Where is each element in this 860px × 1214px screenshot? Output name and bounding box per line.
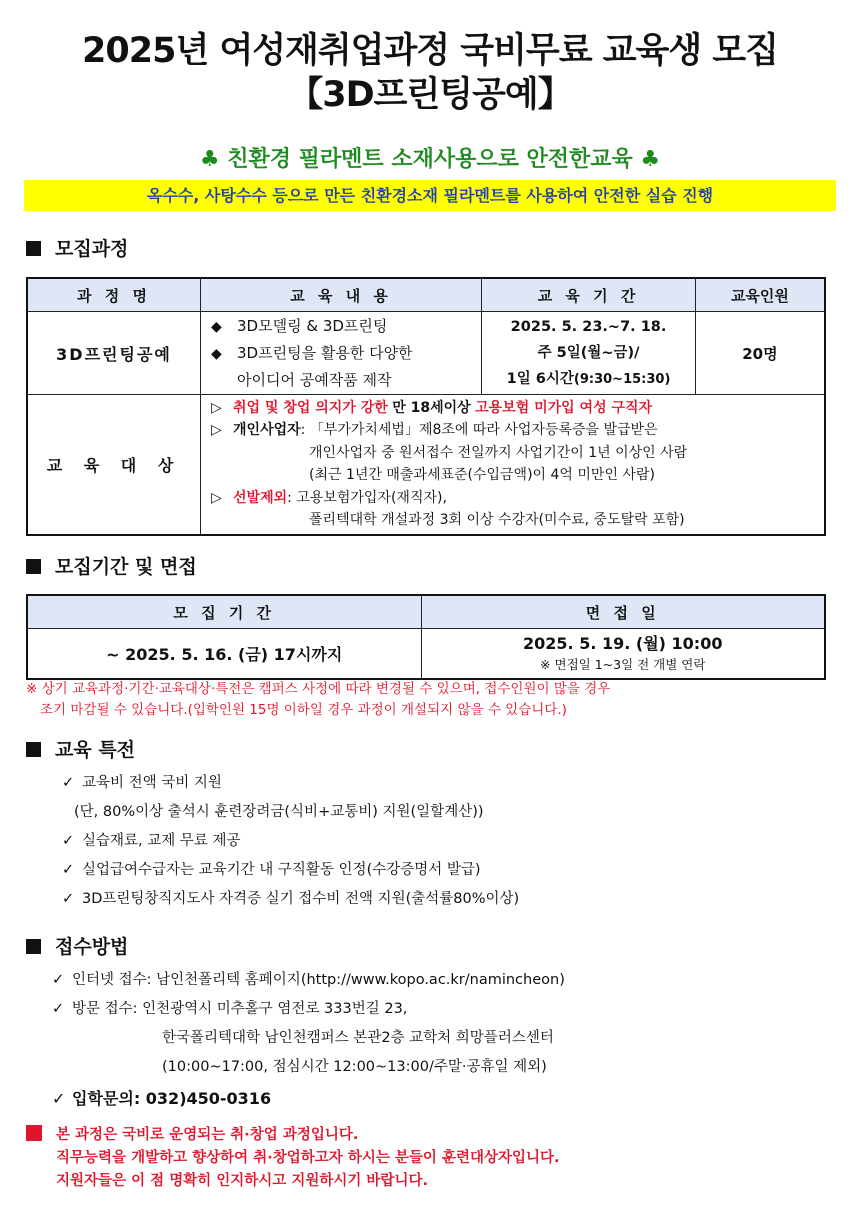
section-title-course: 모집과정 — [26, 236, 128, 262]
course-name: 3D프린팅공예 — [27, 312, 201, 395]
check-icon: ✓ — [62, 833, 75, 849]
list-item-sub: (10:00~17:00, 점심시간 12:00~13:00/주말·공휴일 제외) — [162, 1059, 547, 1075]
table-header: 면 접 일 — [421, 595, 825, 629]
square-bullet-icon — [26, 742, 41, 757]
table-row — [27, 629, 825, 679]
check-icon: ✓ — [52, 1001, 65, 1017]
section-title-period: 모집기간 및 면접 — [26, 554, 197, 580]
interview-date: 2025. 5. 19. (월) 10:00 — [523, 634, 723, 654]
page-subtitle: 【3D프린팅공예】 — [288, 75, 572, 115]
period-table — [26, 594, 826, 680]
table-header-row — [27, 595, 825, 629]
course-period: 2025. 5. 23.~7. 18. 주 5일(월~금)/ 1일 6시간(9:30~15:30) — [482, 312, 696, 395]
table-row — [27, 395, 825, 535]
table-header: 교 육 기 간 — [482, 278, 696, 312]
square-bullet-icon — [26, 241, 41, 256]
list-item-sub: (단, 80%이상 출석시 훈련장려금(식비+교통비) 지원(일할계산)) — [74, 804, 484, 820]
table-header: 교 육 내 용 — [201, 278, 482, 312]
contact-phone: 입학문의: 032)450-0316 — [72, 1089, 272, 1108]
list-item: ✓ 3D프린팅창직지도사 자격증 실기 접수비 전액 지원(출석률80%이상) — [62, 885, 519, 914]
square-bullet-icon — [26, 559, 41, 574]
check-icon: ✓ — [62, 862, 75, 878]
eco-heading: ♣ 친환경 필라멘트 소재사용으로 안전한교육 ♣ — [199, 147, 661, 172]
eco-banner: 옥수수, 사탕수수 등으로 만든 친환경소재 필라멘트를 사용하여 안전한 실습 진행 — [24, 180, 836, 211]
change-notice: ※ 상기 교육과정·기간·교육대상·특전은 캠퍼스 사정에 따라 변경될 수 있으며, 접수인원이 많을 경우 조기 마감될 수 있습니다.(입학인원 15명 이하일 경우 과정이 개설되지 않을 수 있습니다.) — [26, 681, 611, 718]
table-header: 교육인원 — [695, 278, 825, 312]
page-title: 2025년 여성재취업과정 국비무료 교육생 모집 — [82, 31, 778, 71]
check-icon: ✓ — [62, 891, 75, 907]
table-header-row — [27, 278, 825, 312]
section-title-apply: 접수방법 — [26, 934, 128, 960]
section-title-benefits: 교육 특전 — [26, 737, 135, 763]
course-content: ◆ 3D모델링 & 3D프린팅 ◆ 3D프린팅을 활용한 다양한 아이디어 공예작품 제작 — [201, 312, 482, 395]
list-item: ✓ 교육비 전액 국비 지원 — [62, 769, 519, 798]
list-item: ✓ 방문 접수: 인천광역시 미추홀구 염전로 333번길 23, — [52, 995, 565, 1024]
course-table — [26, 277, 826, 536]
interview-note: ※ 면접일 1~3일 전 개별 연락 — [540, 657, 706, 673]
footer-notice: 본 과정은 국비로 운영되는 취·창업 과정입니다. 직무능력을 개발하고 향상하여 취·창업하고자 하시는 분들이 훈련대상자입니다. 지원자들은 이 점 명확히 인지하시고 지원하시기 바랍니다. — [26, 1124, 560, 1193]
interview-cell — [421, 629, 825, 679]
recruit-period: ~ 2025. 5. 16. (금) 17시까지 — [27, 629, 421, 679]
list-item — [52, 1082, 565, 1115]
table-row — [27, 312, 825, 395]
table-header: 모 집 기 간 — [27, 595, 421, 629]
benefits-list — [62, 769, 519, 914]
check-icon: ✓ — [52, 972, 65, 988]
square-bullet-icon — [26, 939, 41, 954]
target-label: 교 육 대 상 — [27, 395, 201, 535]
check-icon: ✓ — [52, 1089, 66, 1108]
list-item: ✓ 인터넷 접수: 남인천폴리텍 홈페이지(http://www.kopo.ac.kr/namincheon) — [52, 966, 565, 995]
target-content: ▷ 취업 및 창업 의지가 강한 만 18세이상 고용보험 미가입 여성 구직자 ▷ 개인사업자: 「부가가치세법」제8조에 따라 사업자등록증을 발급받은 개인사업자 중 원서접수 전일까지 사업기간이 1년 이상인 사람 (최근 1년간 매출과세표준(수입금액)이 4억 미만인 사람) ▷ 선발제외: 고용보험가입자(재직자), 폴리텍대학 개설과정 3회 이상 수강자(미수료, 중도탈락 포함) — [201, 395, 825, 535]
course-count: 20명 — [695, 312, 825, 395]
list-item-sub: 한국폴리텍대학 남인천캠퍼스 본관2층 교학처 희망플러스센터 — [162, 1030, 554, 1046]
table-header: 과 정 명 — [27, 278, 201, 312]
apply-list — [52, 966, 565, 1115]
list-item: ✓ 실업급여수급자는 교육기간 내 구직활동 인정(수강증명서 발급) — [62, 856, 519, 885]
check-icon: ✓ — [62, 775, 75, 791]
list-item: ✓ 실습재료, 교제 무료 제공 — [62, 827, 519, 856]
red-square-icon — [26, 1125, 42, 1141]
